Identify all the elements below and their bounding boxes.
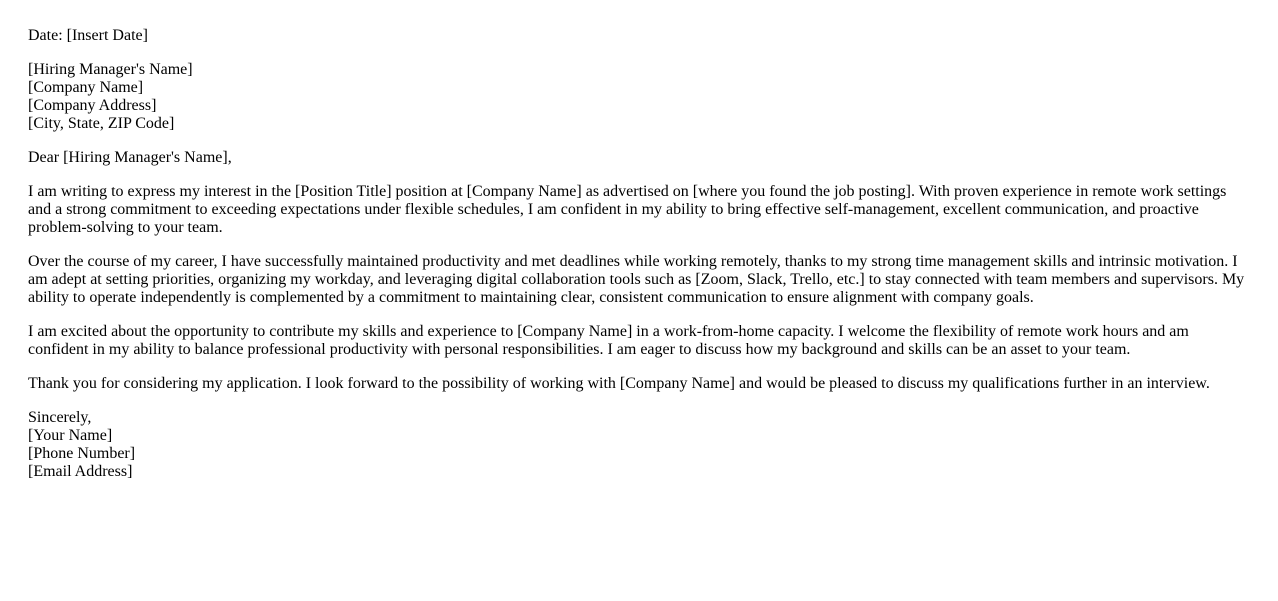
recipient-address-line: [Company Address]: [28, 97, 157, 114]
body-paragraph-1: I am writing to express my interest in the [Position Title] position at [Company Name] as advertised on [where you found the job posting]. With proven experience in remote work settings and a strong commitment to exceeding expectations under flexible schedules, I am confident in my ability to bring effective self-management, excellent communication, and proactive problem-solving to your team.: [28, 183, 1227, 236]
closing-name-line: [Your Name]: [28, 427, 113, 444]
closing-phone-line: [Phone Number]: [28, 445, 136, 462]
closing-email-line: [Email Address]: [28, 463, 133, 480]
body-paragraph-4: Thank you for considering my application. I look forward to the possibility of working with [Company Name] and would be pleased to discuss my qualifications further in an interview.: [28, 375, 1210, 392]
closing-sincerely-line: Sincerely,: [28, 409, 92, 426]
recipient-city-line: [City, State, ZIP Code]: [28, 115, 175, 132]
salutation-block: [28, 149, 1248, 167]
date-line: Date: [Insert Date]: [28, 27, 148, 44]
recipient-name-line: [Hiring Manager's Name]: [28, 61, 193, 78]
body-paragraph-3: I am excited about the opportunity to contribute my skills and experience to [Company Name] in a work-from-home capacity. I welcome the flexibility of remote work hours and am confident in my ability to balance professional productivity with personal responsibilities. I am eager to discuss how my background and skills can be an asset to your team.: [28, 323, 1189, 358]
date-line-block: [28, 27, 1248, 45]
recipient-company-line: [Company Name]: [28, 79, 144, 96]
body-paragraph-2: Over the course of my career, I have successfully maintained productivity and met deadlines while working remotely, thanks to my strong time management skills and intrinsic motivation. I am adept at setting priorities, organizing my workday, and leveraging digital collaboration tools such as [Zoom, Slack, Trello, etc.] to stay connected with team members and supervisors. My ability to operate independently is complemented by a commitment to maintaining clear, consistent communication to ensure alignment with company goals.: [28, 253, 1245, 306]
closing-signature-block: [28, 409, 1248, 481]
salutation-line: Dear [Hiring Manager's Name],: [28, 149, 232, 166]
recipient-address-block: [28, 61, 1248, 133]
